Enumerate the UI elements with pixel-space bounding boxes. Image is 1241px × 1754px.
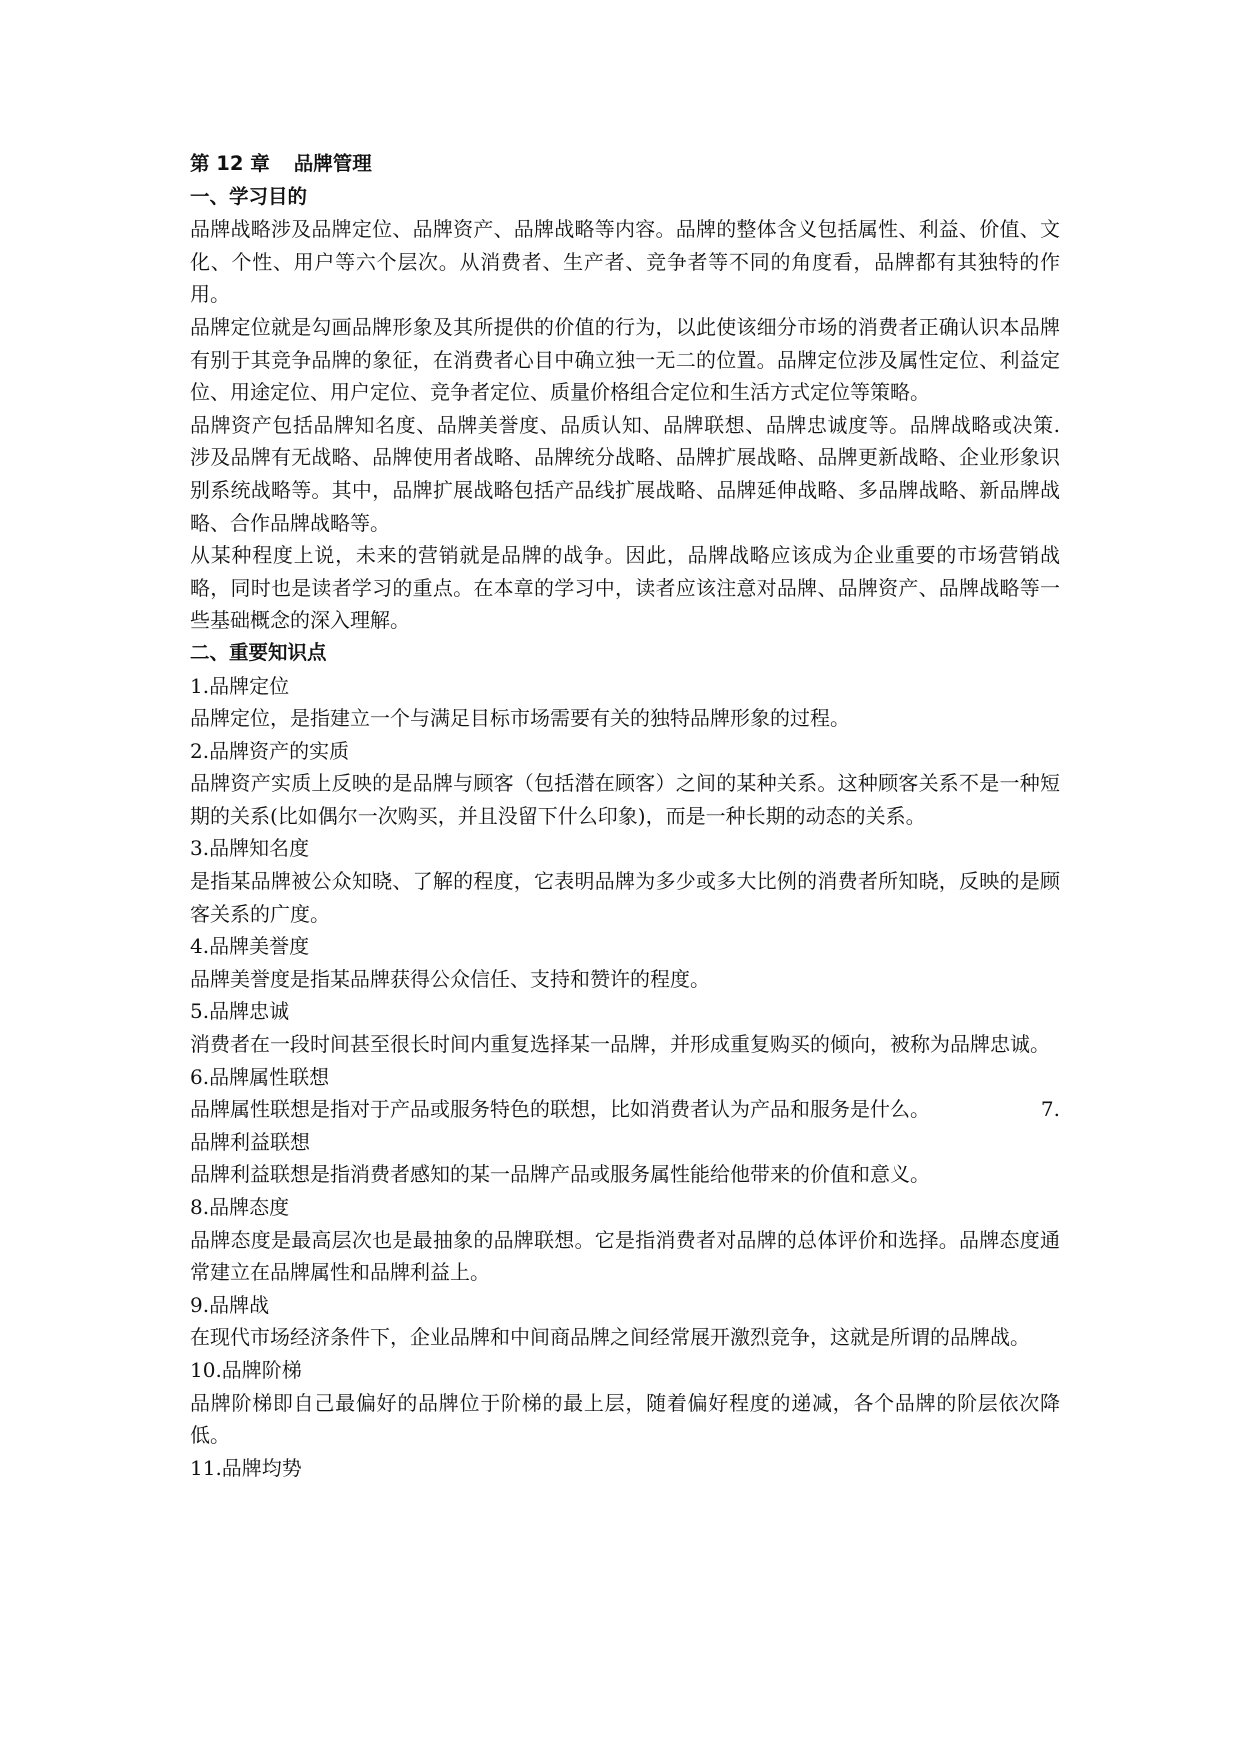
item-heading: 5.品牌忠诚 — [190, 999, 290, 1024]
item-body: 品牌阶梯即自己最偏好的品牌位于阶梯的最上层，随着偏好程度的递减，各个品牌的阶层依次降低。 — [190, 1390, 1060, 1448]
item-body: 在现代市场经济条件下，企业品牌和中间商品牌之间经常展开激烈竞争，这就是所谓的品牌战。 — [190, 1325, 1030, 1350]
item-heading: 品牌利益联想 — [190, 1129, 310, 1154]
item-body: 品牌态度是最高层次也是最抽象的品牌联想。它是指消费者对品牌的总体评价和选择。品牌态度通常建立在品牌属性和品牌利益上。 — [190, 1227, 1060, 1285]
item-heading: 4.品牌美誉度 — [190, 934, 310, 959]
paragraph: 品牌定位就是勾画品牌形象及其所提供的价值的行为，以此使该细分市场的消费者正确认识本品牌有别于其竞争品牌的象征，在消费者心目中确立独一无二的位置。品牌定位涉及属性定位、利益定位、用途定位、用户定位、竞争者定位、质量价格组合定位和生活方式定位等策略。 — [190, 314, 1060, 405]
paragraph: 从某种程度上说，未来的营销就是品牌的战争。因此，品牌战略应该成为企业重要的市场营销战略，同时也是读者学习的重点。在本章的学习中，读者应该注意对品牌、品牌资产、品牌战略等一些基础概念的深入理解。 — [190, 543, 1060, 633]
item-number-wrap: 7. — [1040, 1097, 1060, 1122]
item-heading: 1.品牌定位 — [190, 673, 290, 698]
item-body — [190, 1093, 1060, 1126]
item-body: 消费者在一段时间甚至很长时间内重复选择某一品牌，并形成重复购买的倾向，被称为品牌忠诚。 — [190, 1032, 1050, 1057]
chapter-title — [190, 148, 1060, 181]
section-heading-learning-goals: 一、学习目的 — [190, 184, 308, 208]
item-heading: 10.品牌阶梯 — [190, 1357, 302, 1382]
item-heading: 3.品牌知名度 — [190, 836, 310, 861]
chapter-name: 品牌管理 — [293, 152, 372, 175]
item-heading: 8.品牌态度 — [190, 1195, 290, 1219]
item-body: 品牌美誉度是指某品牌获得公众信任、支持和赞许的程度。 — [190, 966, 710, 991]
item-heading: 6.品牌属性联想 — [190, 1064, 330, 1089]
section-heading-key-points: 二、重要知识点 — [190, 640, 327, 664]
item-heading: 2.品牌资产的实质 — [190, 738, 350, 763]
chapter-number: 第 12 章 — [190, 152, 270, 175]
item-body: 品牌资产实质上反映的是品牌与顾客（包括潜在顾客）之间的某种关系。这种顾客关系不是一种短期的关系(比如偶尔一次购买，并且没留下什么印象)，而是一种长期的动态的关系。 — [190, 771, 1060, 828]
paragraph: 品牌资产包括品牌知名度、品牌美誉度、品质认知、品牌联想、品牌忠诚度等。品牌战略或决策. 涉及品牌有无战略、品牌使用者战略、品牌统分战略、品牌扩展战略、品牌更新战略、企业形象识别系统战略等。其中，品牌扩展战略包括产品线扩展战略、品牌延伸战略、多品牌战略、新品牌战略、合作品牌战略等。 — [190, 412, 1060, 535]
item-body: 是指某品牌被公众知晓、了解的程度，它表明品牌为多少或多大比例的消费者所知晓，反映的是顾客关系的广度。 — [190, 869, 1060, 926]
item-body: 品牌利益联想是指消费者感知的某一品牌产品或服务属性能给他带来的价值和意义。 — [190, 1162, 930, 1187]
item-body: 品牌定位，是指建立一个与满足目标市场需要有关的独特品牌形象的过程。 — [190, 706, 850, 731]
item-heading: 11.品牌均势 — [190, 1455, 302, 1480]
paragraph: 品牌战略涉及品牌定位、品牌资产、品牌战略等内容。品牌的整体含义包括属性、利益、价值、文化、个性、用户等六个层次。从消费者、生产者、竞争者等不同的角度看，品牌都有其独特的作用。 — [190, 217, 1060, 307]
item-body-text: 品牌属性联想是指对于产品或服务特色的联想，比如消费者认为产品和服务是什么。 — [190, 1097, 930, 1122]
document-page — [190, 148, 1060, 1484]
item-heading: 9.品牌战 — [190, 1292, 270, 1317]
